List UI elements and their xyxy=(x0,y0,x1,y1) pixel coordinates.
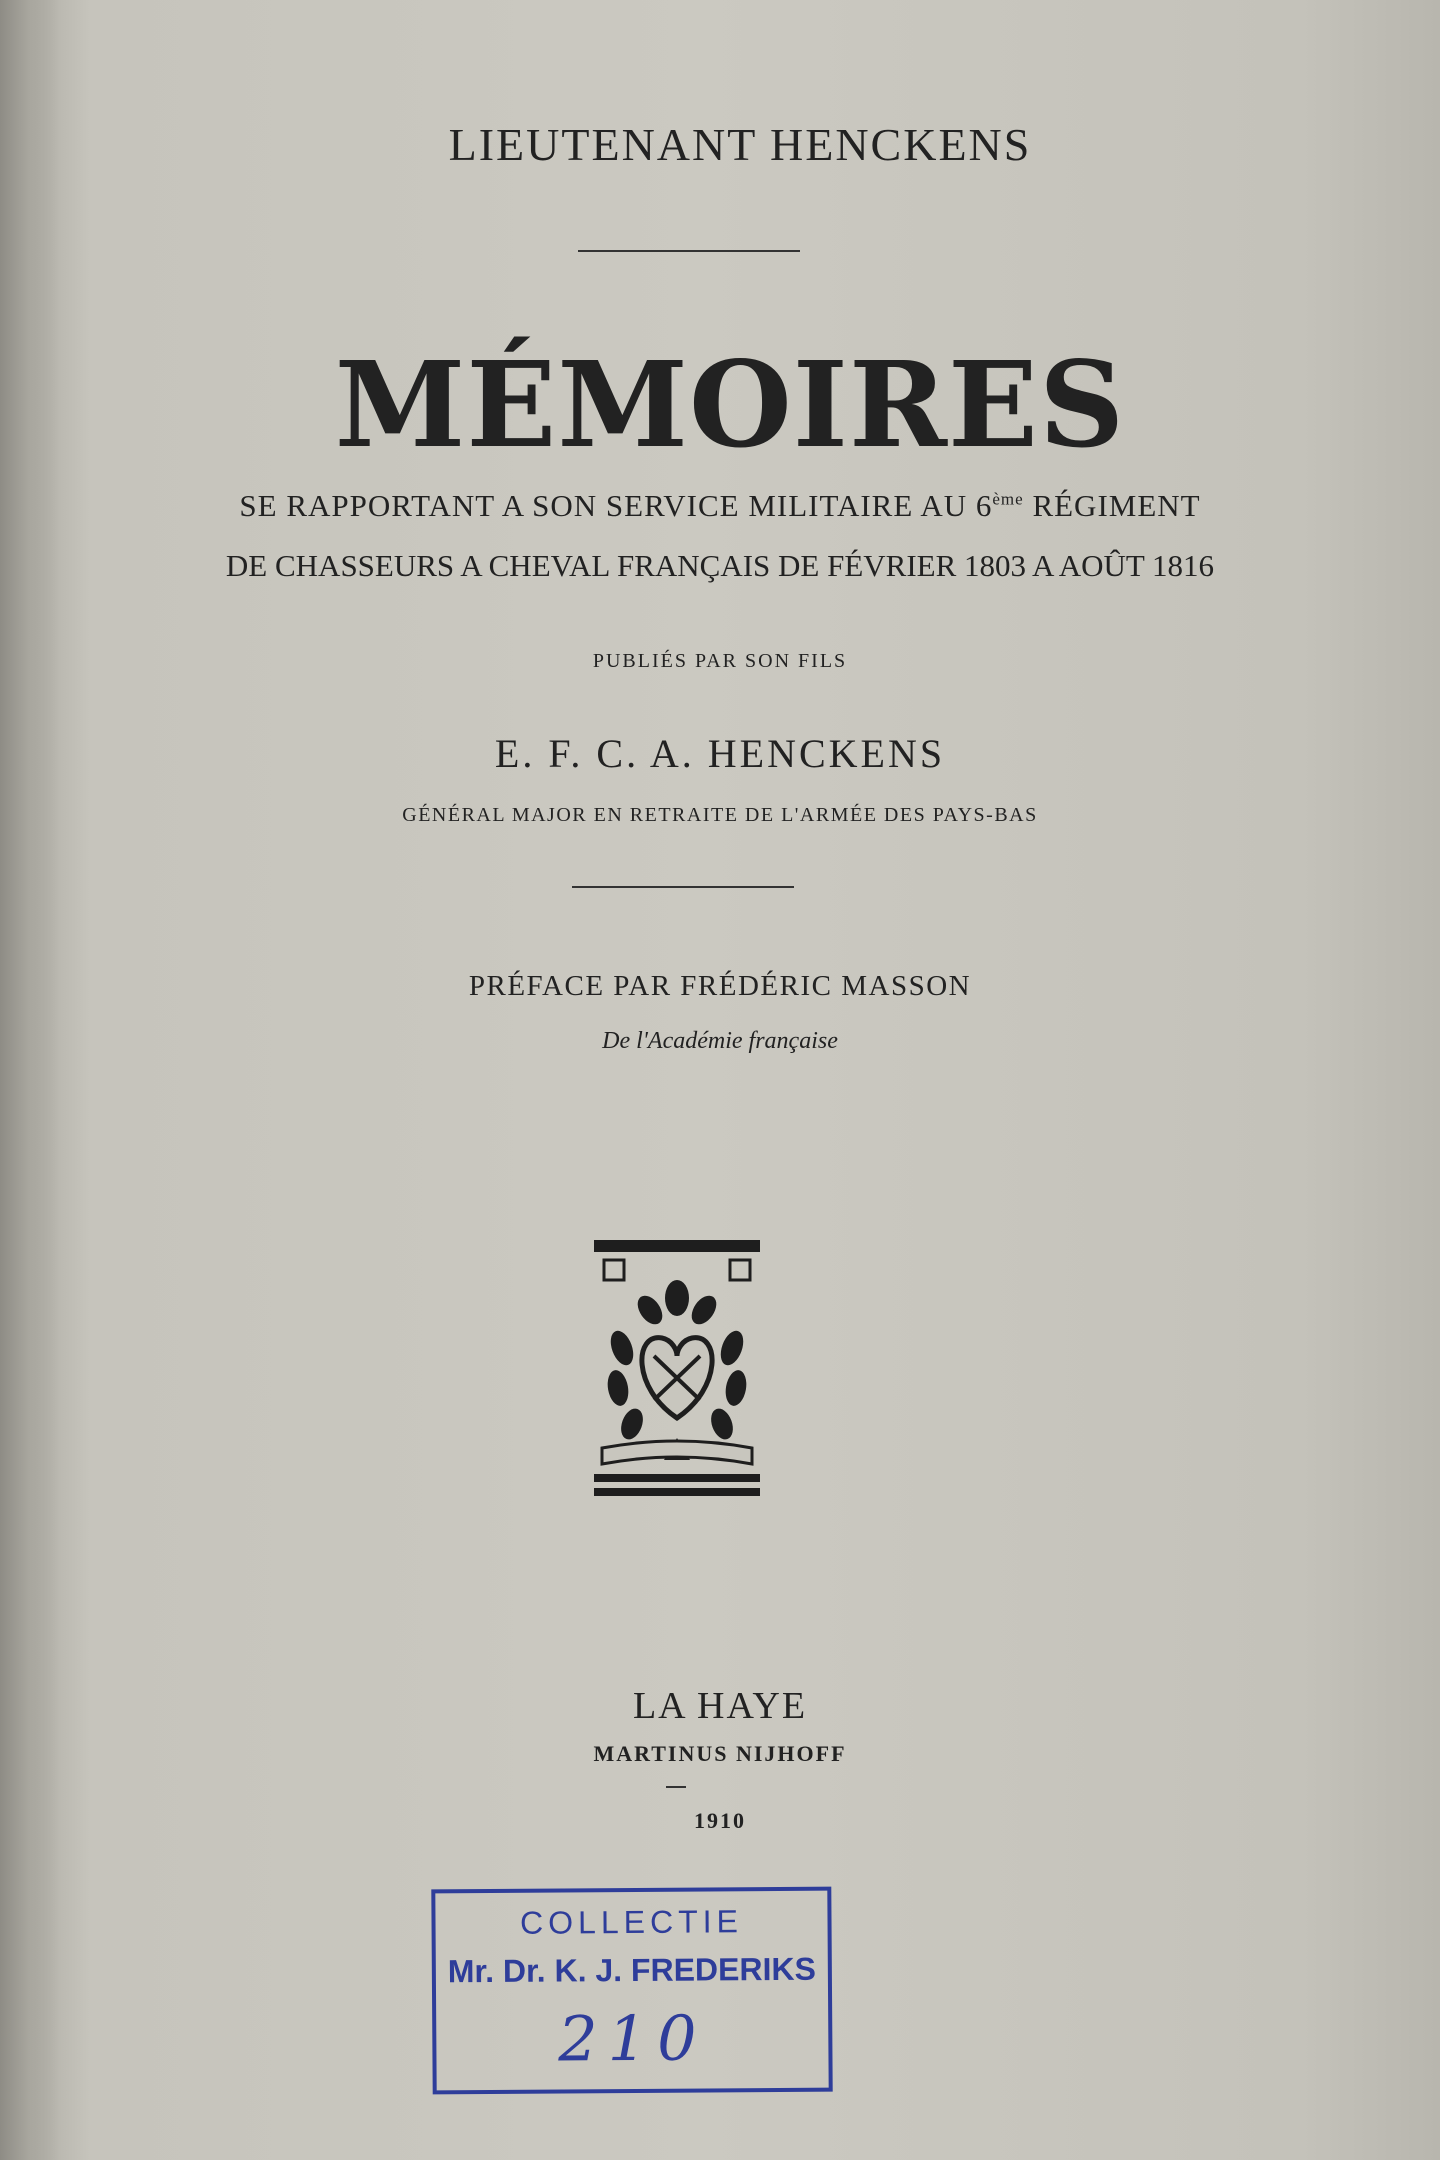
subtitle-line-2: DE CHASSEURS A CHEVAL FRANÇAIS DE FÉVRIER 1803 A AOÛT 1816 xyxy=(225,548,1215,583)
dash-separator xyxy=(666,1786,686,1788)
subtitle-line-1-sup: ème xyxy=(992,489,1024,509)
subtitle-line-1-post: RÉGIMENT xyxy=(1023,488,1201,523)
subtitle-line-1-pre: SE RAPPORTANT A SON SERVICE MILITAIRE AU 6 xyxy=(239,488,993,523)
publisher-name: MARTINUS NIJHOFF xyxy=(593,1741,847,1766)
book-title: MÉMOIRES xyxy=(334,335,1126,474)
page-fold-shadow xyxy=(0,0,60,2160)
divider-rule-middle xyxy=(572,886,794,888)
preface-credit: PRÉFACE PAR FRÉDÉRIC MASSON xyxy=(468,970,972,1002)
publication-city: LA HAYE xyxy=(632,1685,808,1727)
stamp-collectie: COLLECTIE xyxy=(519,1903,744,1941)
editor-title: GÉNÉRAL MAJOR EN RETRAITE DE L'ARMÉE DES PAYS-BAS xyxy=(402,804,1038,826)
stamp-number: 210 xyxy=(557,2001,707,2076)
divider-rule-top xyxy=(578,250,800,252)
published-by: PUBLIÉS PAR SON FILS xyxy=(592,650,848,672)
publication-year: 1910 xyxy=(694,1808,746,1833)
collection-stamp xyxy=(431,1887,832,2095)
subtitle-line-1 xyxy=(0,488,1440,524)
author-name: LIEUTENANT HENCKENS xyxy=(448,119,1032,170)
academie-credit: De l'Académie française xyxy=(602,1028,838,1054)
editor-name: E. F. C. A. HENCKENS xyxy=(494,731,946,776)
stamp-owner: Mr. Dr. K. J. FREDERIKS xyxy=(447,1950,817,1990)
publisher-emblem-icon xyxy=(592,1238,762,1506)
